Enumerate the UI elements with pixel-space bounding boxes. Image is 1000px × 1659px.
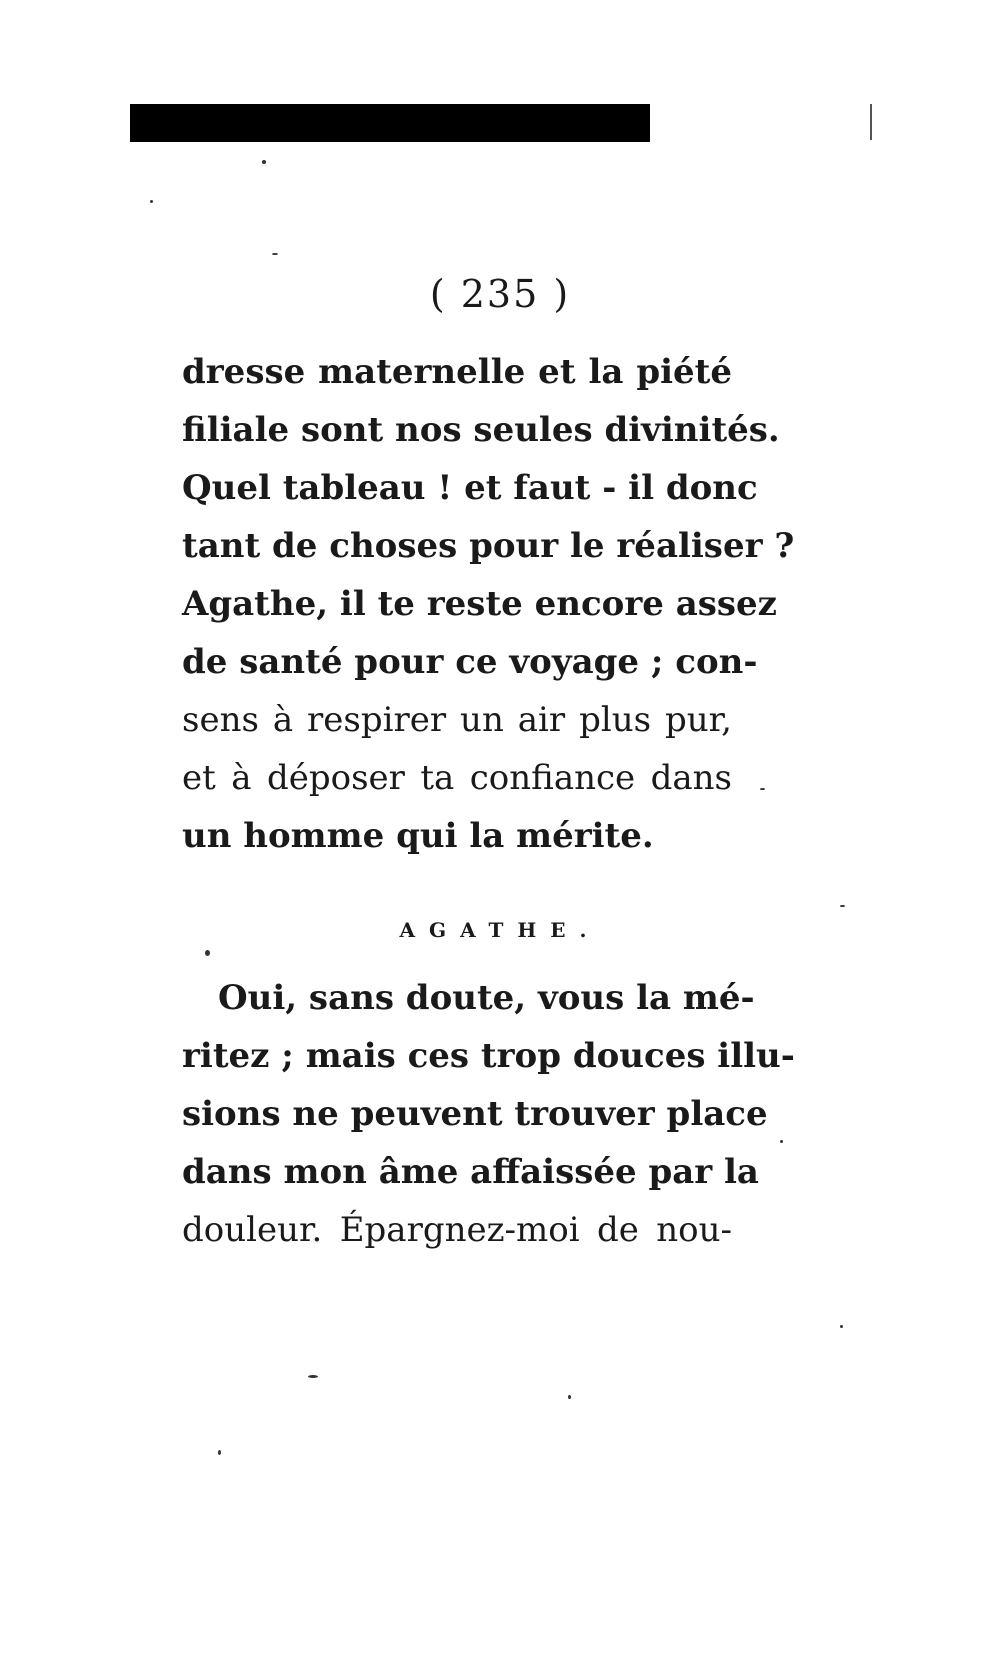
print-speck (205, 950, 210, 956)
text-line: Oui, sans doute, vous la mé- (218, 978, 755, 1018)
print-speck (760, 788, 765, 790)
page-edge-mark (870, 104, 872, 140)
text-line: Quel tableau ! et faut - il donc (182, 468, 758, 508)
text-line: de santé pour ce voyage ; con- (182, 642, 758, 682)
text-line: filiale sont nos seules divinités. (182, 410, 780, 450)
text-line: sions ne peuvent trouver place (182, 1094, 768, 1134)
speaker-name: AGATHE. (399, 918, 601, 942)
print-speck (150, 200, 153, 203)
page-number: ( 235 ) (429, 272, 571, 316)
text-line: Agathe, il te reste encore assez (182, 584, 777, 624)
passage-1 (182, 343, 795, 865)
text-line: ritez ; mais ces trop douces illu- (182, 1036, 795, 1076)
text-line: tant de choses pour le réaliser ? (182, 526, 795, 566)
print-speck (840, 1325, 843, 1328)
text-line: et à déposer ta confiance dans (182, 758, 732, 798)
print-speck (568, 1395, 571, 1399)
print-speck (272, 253, 278, 255)
print-speck (840, 905, 845, 907)
print-speck (218, 1450, 221, 1455)
redaction-bar (130, 104, 650, 142)
print-speck (780, 1140, 783, 1143)
text-line: dresse maternelle et la piété (182, 352, 732, 392)
print-speck (262, 160, 266, 164)
text-line: sens à respirer un air plus pur, (182, 700, 732, 740)
text-line: dans mon âme affaissée par la (182, 1152, 759, 1192)
text-line: douleur. Épargnez-moi de nou- (182, 1210, 732, 1250)
print-speck (308, 1375, 318, 1378)
text-line: un homme qui la mérite. (182, 816, 654, 856)
passage-2 (182, 969, 795, 1259)
